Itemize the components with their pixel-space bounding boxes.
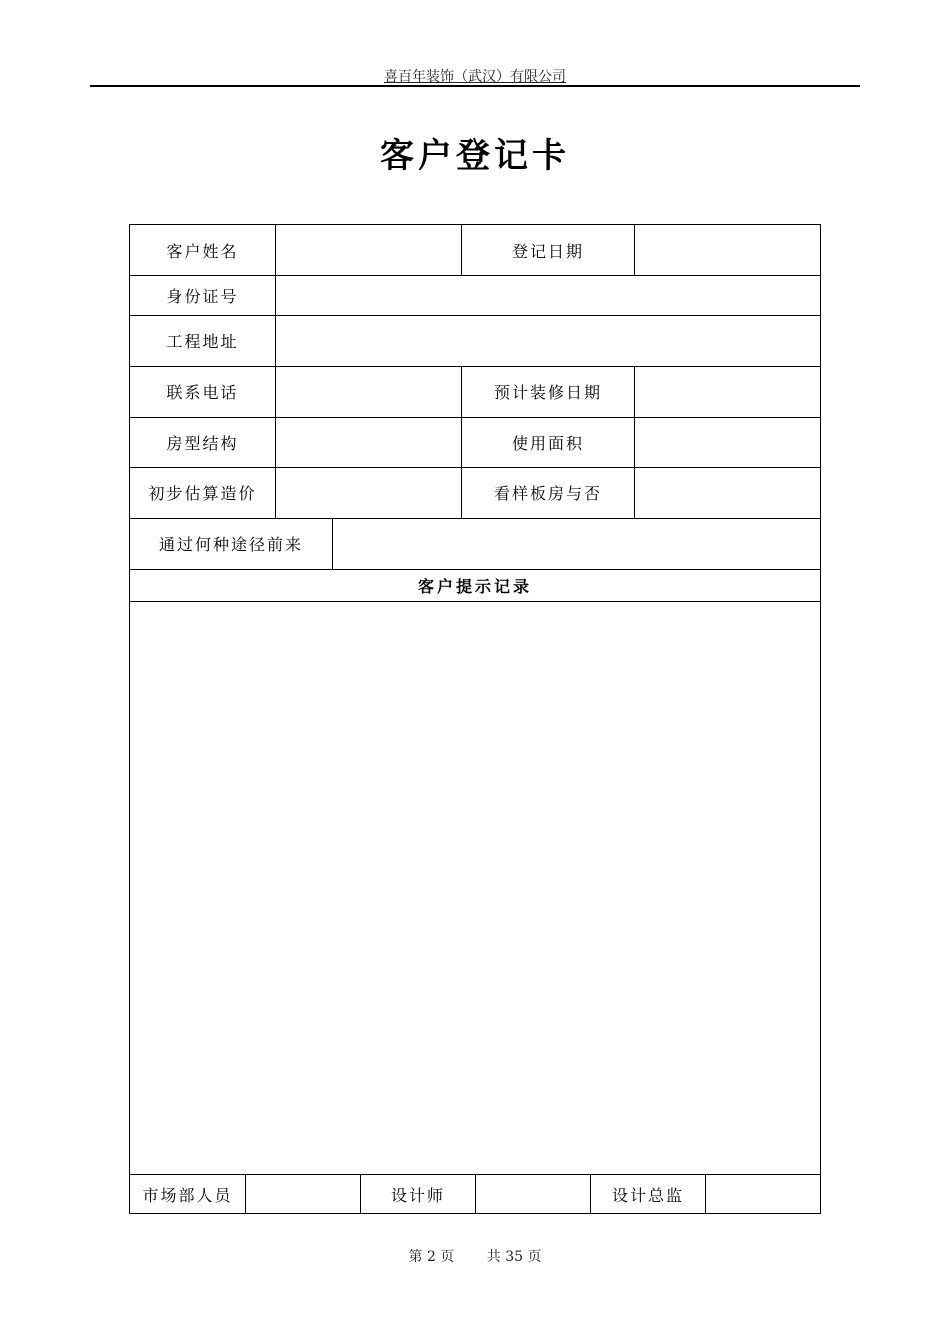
register-date-label: 登记日期: [511, 241, 584, 261]
header-divider: [90, 85, 860, 87]
planned-date-label: 预计装修日期: [493, 383, 602, 402]
registration-form: [129, 224, 821, 1214]
phone-label: 联系电话: [166, 383, 239, 402]
planned-date-field[interactable]: [635, 366, 820, 417]
page-number: 第 2 页: [408, 1249, 455, 1265]
design-director-label: 设计总监: [611, 1185, 684, 1205]
id-number-label: 身份证号: [166, 286, 239, 306]
project-address-field[interactable]: [276, 315, 820, 366]
cost-label: 初步估算造价: [148, 484, 257, 503]
source-label: 通过何种途径前来: [158, 535, 303, 554]
area-field[interactable]: [635, 417, 820, 467]
register-date-field[interactable]: [635, 225, 820, 275]
page-title: 客户登记卡: [380, 136, 570, 176]
phone-field[interactable]: [276, 366, 461, 417]
area-label: 使用面积: [511, 433, 584, 453]
id-number-field[interactable]: [276, 275, 820, 315]
notes-section-header: 客户提示记录: [417, 576, 532, 596]
project-address-label: 工程地址: [166, 332, 239, 351]
source-field[interactable]: [333, 518, 820, 569]
page-total: 共 35 页: [486, 1249, 542, 1265]
customer-name-field[interactable]: [276, 225, 461, 275]
designer-field[interactable]: [476, 1174, 590, 1214]
showroom-field[interactable]: [635, 467, 820, 518]
layout-label: 房型结构: [166, 433, 239, 453]
marketing-staff-label: 市场部人员: [142, 1185, 233, 1205]
marketing-staff-field[interactable]: [246, 1174, 360, 1214]
design-director-field[interactable]: [706, 1174, 820, 1214]
notes-area[interactable]: [130, 602, 820, 1174]
designer-label: 设计师: [390, 1185, 445, 1205]
layout-field[interactable]: [276, 417, 461, 467]
customer-name-label: 客户姓名: [166, 241, 239, 261]
company-header: 喜百年装饰（武汉）有限公司: [384, 69, 566, 85]
showroom-label: 看样板房与否: [493, 484, 602, 503]
cost-field[interactable]: [276, 467, 461, 518]
page-footer: [0, 1246, 950, 1266]
